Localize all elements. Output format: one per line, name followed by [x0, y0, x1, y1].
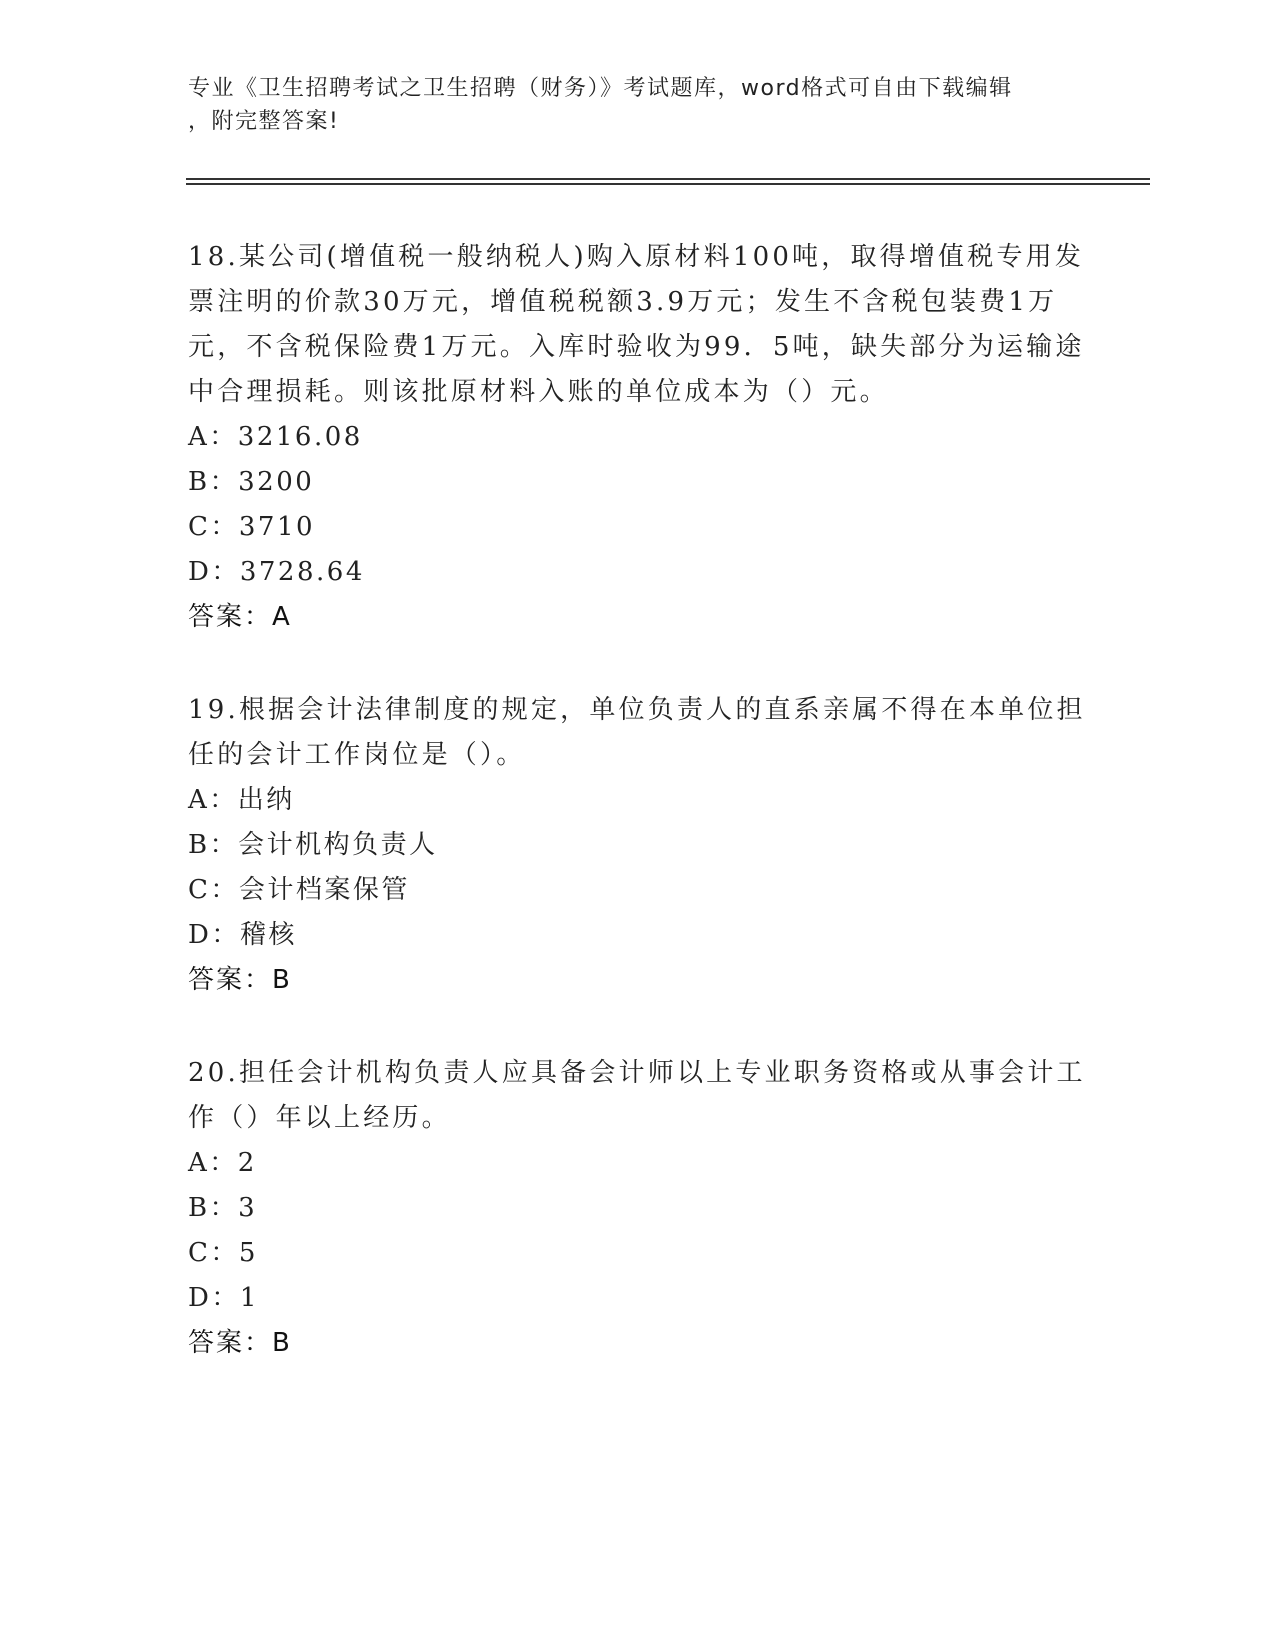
header-divider-top — [186, 178, 1150, 180]
header-line-1: 专业《卫生招聘考试之卫生招聘（财务）》考试题库，word格式可自由下载编辑 — [188, 76, 1013, 101]
option-c: C：会计档案保管 — [188, 875, 410, 905]
question-20 — [188, 1051, 1088, 1366]
option-b: B：3 — [188, 1193, 258, 1223]
header-line-2: ，附完整答案! — [188, 109, 340, 134]
option-c: C：5 — [188, 1238, 258, 1268]
answer-line: 答案：B — [188, 1328, 292, 1358]
header-divider-bottom — [186, 183, 1150, 185]
option-d: D：3728.64 — [188, 557, 365, 587]
answer-line: 答案：A — [188, 602, 292, 632]
option-a: A：出纳 — [188, 785, 295, 815]
option-c: C：3710 — [188, 512, 316, 542]
option-a: A：3216.08 — [188, 422, 363, 452]
option-b: B：会计机构负责人 — [188, 830, 438, 860]
question-stem: 19.根据会计法律制度的规定，单位负责人的直系亲属不得在本单位担任的会计工作岗位是（）。 — [188, 695, 1086, 770]
option-a: A：2 — [188, 1148, 257, 1178]
document-header — [188, 72, 1068, 138]
question-stem: 18.某公司(增值税一般纳税人)购入原材料100吨，取得增值税专用发票注明的价款30万元，增值税税额3.9万元；发生不含税包装费1万元，不含税保险费1万元。入库时验收为99．5吨，缺失部分为运输途中合理损耗。则该批原材料入账的单位成本为（）元。 — [188, 242, 1085, 407]
option-d: D：稽核 — [188, 920, 297, 950]
question-18 — [188, 235, 1088, 640]
question-19 — [188, 688, 1088, 1003]
answer-line: 答案：B — [188, 965, 292, 995]
option-b: B：3200 — [188, 467, 315, 497]
option-d: D：1 — [188, 1283, 259, 1313]
question-stem: 20.担任会计机构负责人应具备会计师以上专业职务资格或从事会计工作（）年以上经历。 — [188, 1058, 1086, 1133]
